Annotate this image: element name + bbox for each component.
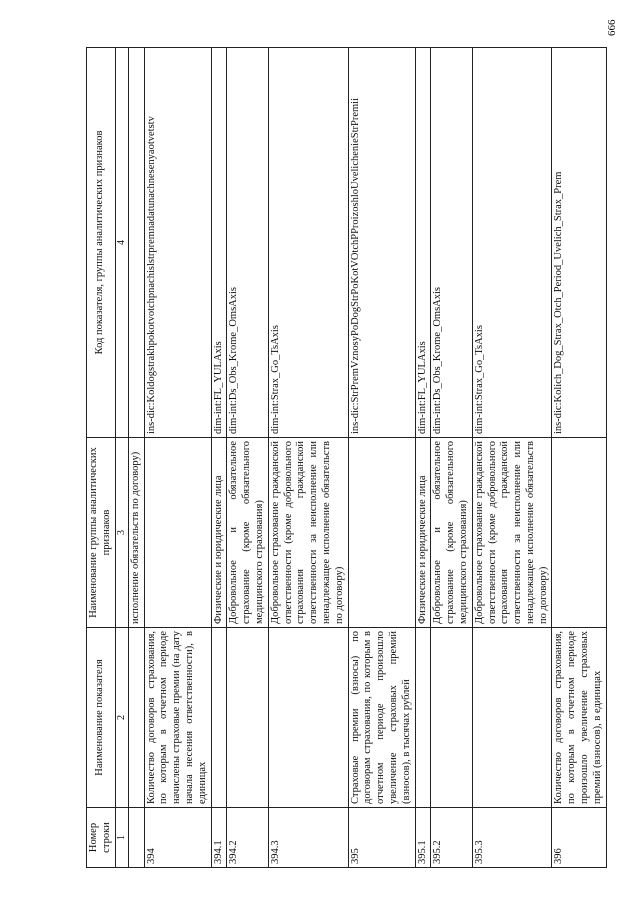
indicator-code: dim-int:Strax_Go_TsAxis [268, 48, 348, 438]
row-number: 394.1 [211, 808, 227, 868]
indicator-name [415, 628, 431, 808]
row-number: 395.1 [415, 808, 431, 868]
group-name: Добровольное страхование гражданской ответственности (кроме добровольного страхования гражданской ответственности за неисполнение или ненадлежащее исполнение обязательств по договору) [268, 438, 348, 628]
group-name: Добровольное и обязательное страхование (кроме обязательного медицинского страхования) [227, 438, 268, 628]
indicator-code: dim-int:FL_YULAxis [415, 48, 431, 438]
column-number: 1 [115, 808, 128, 868]
indicator-table [86, 47, 607, 868]
indicator-code: dim-int:Ds_Obs_Krome_OmsAxis [431, 48, 472, 438]
column-number: 2 [115, 628, 128, 808]
table-row [144, 48, 211, 868]
header-indicator-name: Наименование показателя [87, 628, 116, 808]
indicator-code: ins-dic:Koldogstrakhpokotvotchpnachislstrpremnadatunachnesenyaotvetstv [144, 48, 211, 438]
header-row-number: Номер строки [87, 808, 116, 868]
header-code: Код показателя, группы аналитических признаков [87, 48, 116, 438]
group-name [144, 438, 211, 628]
indicator-code: dim-int:FL_YULAxis [211, 48, 227, 438]
table-row [227, 48, 268, 868]
table-row [472, 48, 552, 868]
table-row [211, 48, 227, 868]
indicator-name [472, 628, 552, 808]
indicator-name [431, 628, 472, 808]
continuation-text: исполнение обязательств по договору) [128, 438, 144, 628]
row-number: 395 [348, 808, 415, 868]
group-name: Добровольное страхование гражданской ответственности (кроме добровольного страхования гражданской ответственности за неисполнение или ненадлежащее исполнение обязательств по договору) [472, 438, 552, 628]
page-number: 666 [606, 19, 618, 36]
indicator-code: dim-int:Ds_Obs_Krome_OmsAxis [227, 48, 268, 438]
group-name: Физические и юридические лица [415, 438, 431, 628]
row-number: 395.2 [431, 808, 472, 868]
column-number-row [115, 48, 128, 868]
cell-empty [128, 628, 144, 808]
indicator-code: ins-dic:StrPremVznosyPoDogStrPoKotVOtchPProizoshloUvelichenieStrPremii [348, 48, 415, 438]
indicator-name: Количество договоров страхования, по которым в отчетном периоде произошло увеличение страховых премий (взносов), в единицах [552, 628, 606, 808]
table-row [268, 48, 348, 868]
group-name [552, 438, 606, 628]
group-name: Добровольное и обязательное страхование (кроме обязательного медицинского страхования) [431, 438, 472, 628]
group-name [348, 438, 415, 628]
header-row [87, 48, 116, 868]
column-number: 4 [115, 48, 128, 438]
column-number: 3 [115, 438, 128, 628]
cell-empty [128, 808, 144, 868]
row-number: 395.3 [472, 808, 552, 868]
indicator-name [211, 628, 227, 808]
indicator-code: dim-int:Strax_Go_TsAxis [472, 48, 552, 438]
header-group-name: Наименование группы аналитических признаков [87, 438, 116, 628]
cell-empty [128, 48, 144, 438]
table-row [431, 48, 472, 868]
indicator-name [268, 628, 348, 808]
indicator-code: ins-dic:Kolich_Dog_Strax_Otch_Period_Uvelich_Strax_Prem [552, 48, 606, 438]
table-row [415, 48, 431, 868]
group-name: Физические и юридические лица [211, 438, 227, 628]
indicator-name: Количество договоров страхования, по которым в отчетном периоде начислены страховые премии (на дату начала несения ответственности), в единицах [144, 628, 211, 808]
table-row [348, 48, 415, 868]
row-number: 394.3 [268, 808, 348, 868]
rotated-page [86, 48, 603, 868]
table-row [552, 48, 606, 868]
indicator-name [227, 628, 268, 808]
row-number: 394 [144, 808, 211, 868]
continuation-row [128, 48, 144, 868]
row-number: 394.2 [227, 808, 268, 868]
row-number: 396 [552, 808, 606, 868]
indicator-name: Страховые премии (взносы) по договорам страхования, по которым в отчетном периоде произошло увеличение страховых премий (взносов), в тысячах рублей [348, 628, 415, 808]
